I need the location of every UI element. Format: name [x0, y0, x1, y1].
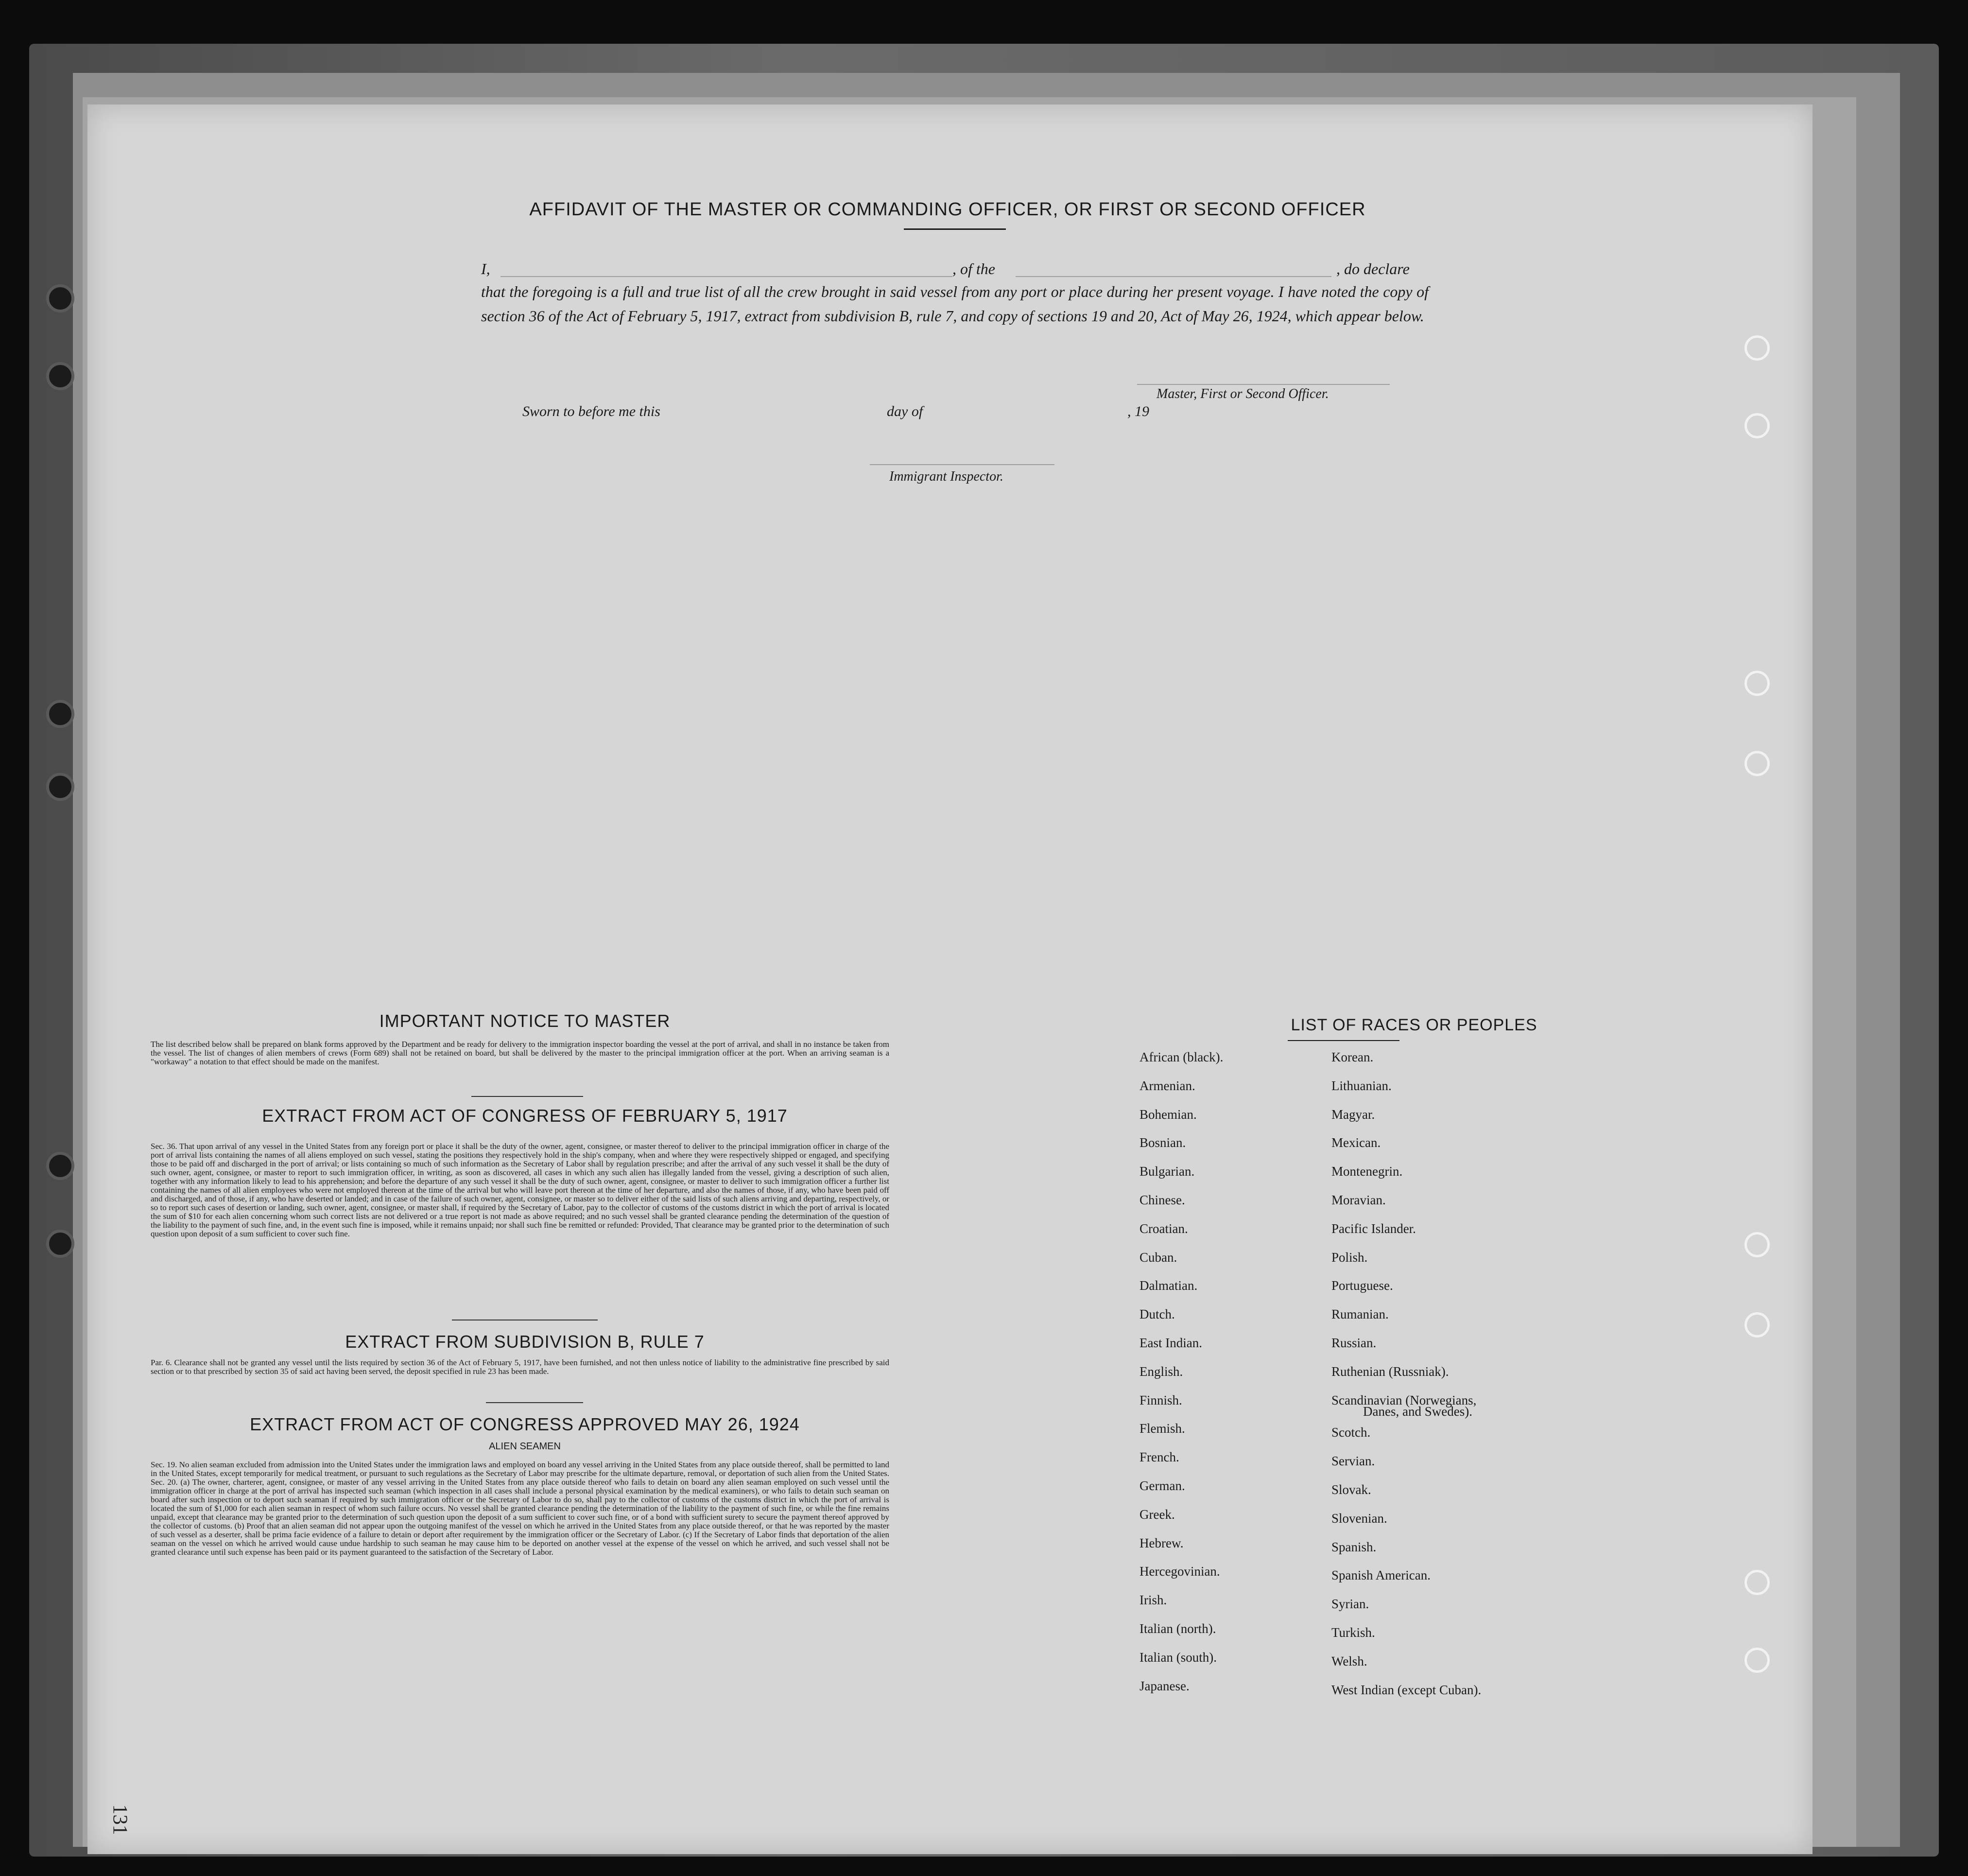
race-item: Slovenian.: [1331, 1511, 1387, 1526]
name-blank-line: [501, 276, 952, 277]
punch-hole-icon: [46, 362, 74, 390]
vessel-blank-line: [1016, 276, 1331, 277]
race-item: Ruthenian (Russniak).: [1331, 1364, 1449, 1379]
race-item: Turkish.: [1331, 1625, 1375, 1640]
ring-reinforcement-icon: [1744, 1648, 1770, 1673]
race-item: Lithuanian.: [1331, 1078, 1392, 1093]
title-underline: [904, 228, 1006, 230]
ring-reinforcement-icon: [1744, 413, 1770, 438]
race-item: French.: [1139, 1450, 1179, 1465]
race-item: Moravian.: [1331, 1193, 1386, 1207]
extract-1924-text: Sec. 19. No alien seaman excluded from admission into the United States under the immigration laws and employed on board any vessel arriving in the United States from any place outside thereof, shall be permitted to land in the United States, except temporarily for medical treatment, or pursuant to such regulations as the Secretary of Labor may prescribe for the ultimate departure, removal, or deportation of such alien from the United States. Sec. 20. (a) The owner, charterer, agent, consignee, or master of any vessel arriving in the United States from any place outside thereof who fails to detain on board any alien seaman employed on such vessel until the immigration officer in charge at the port of arrival has inspected such seaman (which inspection in all cases shall include a personal physical examination by the medical examiners), or who fails to detain such seaman on board after such inspection or to deport such seaman if required by such immigration officer or the Secretary of Labor to do so, shall pay to the collector of customs of the customs district in which the port of arrival is located the sum of $1,000 for each alien seaman in respect of whom such failure occurs. No vessel shall be granted clearance pending the determination of the liability to the payment of such fine, or while the fine remains unpaid, except that clearance may be granted prior to the determination of such question upon the deposit of a sum sufficient to cover such fine, or of a bond with sufficient surety to secure the payment thereof approved by the collector of customs. (b) Proof that an alien seaman did not appear upon the outgoing manifest of the vessel on which he arrived in the United States from any place outside thereof, or that he was reported by the master of such vessel as a deserter, shall be prima facie evidence of a failure to detain or deport after requirement by the immigration officer or the Secretary of Labor. (c) If the Secretary of Labor finds that deportation of the alien seaman on the vessel on which he arrived would cause undue hardship to such seaman he may cause him to be deported on another vessel at the expense of the vessel on which he arrived, and such vessel shall not be granted clearance until such expense has been paid or its payment guaranteed to the satisfaction of the Secretary of Labor.: [151, 1460, 889, 1557]
race-item: Polish.: [1331, 1250, 1368, 1265]
ring-reinforcement-icon: [1744, 1570, 1770, 1595]
affidavit-body: that the foregoing is a full and true list of all the crew brought in said vessel from any port or place during her present voyage. I have noted the copy of section 36 of the Act of February 5, 1917, extract from subdivision B, rule 7, and copy of sections 19 and 20, Act of May 26, 1924, which appear below.: [481, 283, 1429, 325]
race-item: Finnish.: [1139, 1392, 1182, 1407]
race-item: Greek.: [1139, 1507, 1175, 1522]
race-item: East Indian.: [1139, 1336, 1202, 1350]
race-item: Hercegovinian.: [1139, 1564, 1220, 1579]
race-item: German.: [1139, 1478, 1185, 1493]
race-item: Magyar.: [1331, 1107, 1375, 1122]
affidavit-title: AFFIDAVIT OF THE MASTER OR COMMANDING OFFICER, OR FIRST OR SECOND OFFICER: [529, 199, 1366, 220]
race-item: Montenegrin.: [1331, 1164, 1403, 1179]
ring-reinforcement-icon: [1744, 751, 1770, 776]
inspector-line: [870, 464, 1054, 465]
punch-hole-icon: [46, 1230, 74, 1258]
day-of-label: day of: [887, 403, 923, 419]
race-item: Hebrew.: [1139, 1535, 1184, 1550]
race-item: Portuguese.: [1331, 1278, 1393, 1293]
signature-line: [1137, 384, 1390, 385]
affidavit-of-the: , of the: [952, 260, 995, 278]
race-item: English.: [1139, 1364, 1183, 1379]
extract-1924-title: EXTRACT FROM ACT OF CONGRESS APPROVED MAY 26, 1924: [250, 1414, 800, 1434]
inspector-label: Immigrant Inspector.: [889, 469, 1003, 484]
race-item: Rumanian.: [1331, 1307, 1389, 1322]
document-page: [87, 104, 1813, 1854]
race-item: West Indian (except Cuban).: [1331, 1682, 1482, 1697]
race-item: Italian (north).: [1139, 1621, 1216, 1636]
race-item: African (black).: [1139, 1050, 1224, 1064]
race-item: Welsh.: [1331, 1653, 1367, 1668]
sworn-label: Sworn to before me this: [522, 403, 660, 419]
race-item: Japanese.: [1139, 1678, 1190, 1693]
race-item: Bohemian.: [1139, 1107, 1197, 1122]
race-item: Dutch.: [1139, 1307, 1175, 1322]
race-item: Mexican.: [1331, 1135, 1381, 1150]
divider: [471, 1096, 583, 1097]
races-title: LIST OF RACES OR PEOPLES: [1291, 1016, 1537, 1034]
race-item: Dalmatian.: [1139, 1278, 1198, 1293]
ring-reinforcement-icon: [1744, 671, 1770, 696]
notice-title: IMPORTANT NOTICE TO MASTER: [379, 1011, 671, 1031]
race-item: Slovak.: [1331, 1482, 1371, 1497]
race-item: Bosnian.: [1139, 1135, 1186, 1150]
divider: [486, 1402, 583, 1403]
extract-1917-title: EXTRACT FROM ACT OF CONGRESS OF FEBRUARY 5, 1917: [262, 1106, 788, 1126]
race-item: Korean.: [1331, 1050, 1374, 1064]
ring-reinforcement-icon: [1744, 1312, 1770, 1338]
race-item: Scandinavian (Norwegians,: [1331, 1392, 1477, 1407]
ring-reinforcement-icon: [1744, 335, 1770, 361]
race-item: Italian (south).: [1139, 1650, 1217, 1665]
extract-1924-subtitle: ALIEN SEAMEN: [489, 1441, 561, 1452]
affidavit-i: I,: [481, 260, 490, 278]
extract-1917-text: Sec. 36. That upon arrival of any vessel in the United States from any foreign port or place it shall be the duty of the owner, agent, consignee, or master thereof to deliver to the principal immigration officer in charge of the port of arrival lists containing the names of all aliens employed on such vessel, stating the positions they respectively hold in the ship's company, when and where they were respectively shipped or engaged, and specifying those to be paid off and discharged in the port of arrival; or lists containing so much of such information as the Secretary of Labor shall by regulation prescribe; and after the arrival of any such vessel it shall be the duty of such owner, agent, consignee, or master to report to such immigration officer, in writing, as soon as discovered, all cases in which any such alien has illegally landed from the vessel, giving a description of such alien, together with any information likely to lead to his apprehension; and before the departure of any such vessel it shall be the duty of such owner, agent, consignee, or master to deliver to such immigration officer a further list containing the names of all alien employees who were not employed thereon at the time of the arrival but who will leave port thereon at the time of her departure, and also the names of those, if any, who have been paid off and discharged, and of those, if any, who have deserted or landed; and in case of the failure of such owner, agent, consignee, or master so to deliver either of the said lists of such aliens arriving and departing, respectively, or so to report such cases of desertion or landing, such owner, agent, consignee, or master shall, if required by the Secretary of Labor, pay to the collector of customs of the customs district in which the port of arrival is located the sum of $10 for each alien concerning whom such correct lists are not delivered or a true report is not made as above required; and no such vessel shall be granted clearance pending the determination of the question of the liability to the payment of such fine, and, in the event such fine is imposed, while it remains unpaid; nor shall such fine be remitted or refunded: Provided, That clearance may be granted prior to the determination of such question upon deposit of a sum sufficient to cover such fine.: [151, 1142, 889, 1238]
race-item: Flemish.: [1139, 1421, 1185, 1436]
race-item: Chinese.: [1139, 1193, 1185, 1207]
affidavit-do-declare: , do declare: [1336, 260, 1410, 278]
races-title-underline: [1288, 1040, 1399, 1041]
punch-hole-icon: [46, 284, 74, 313]
race-item: Russian.: [1331, 1336, 1377, 1350]
signature-label: Master, First or Second Officer.: [1157, 386, 1329, 401]
notice-text: The list described below shall be prepared on blank forms approved by the Department and be ready for delivery to the immigration inspector boarding the vessel at the port of arrival, and shall in no instance be taken from the vessel. The list of changes of alien members of crews (Form 689) shall not be retained on board, but shall be delivered by the master to the principal immigration officer at the port. When an arriving seaman is a "workaway" a notation to that effect should be made on the manifest.: [151, 1040, 889, 1066]
race-item: Pacific Islander.: [1331, 1221, 1416, 1236]
race-item: Cuban.: [1139, 1250, 1177, 1265]
extract-rule7-text: Par. 6. Clearance shall not be granted any vessel until the lists required by section 36 of the Act of February 5, 1917, have been furnished, and not then unless notice of liability to the administrative fine prescribed by said section or to that prescribed by section 35 of said act having been served, the deposit specified in rule 23 has been made.: [151, 1358, 889, 1376]
ring-reinforcement-icon: [1744, 1232, 1770, 1257]
race-item: Spanish.: [1331, 1539, 1377, 1554]
extract-rule7-title: EXTRACT FROM SUBDIVISION B, RULE 7: [345, 1332, 705, 1352]
year-label: , 19: [1127, 403, 1149, 419]
race-item: Scotch.: [1331, 1425, 1371, 1440]
race-item: Bulgarian.: [1139, 1164, 1195, 1179]
race-item: Croatian.: [1139, 1221, 1188, 1236]
race-item: Spanish American.: [1331, 1568, 1431, 1583]
race-item: Irish.: [1139, 1593, 1167, 1608]
race-item: Syrian.: [1331, 1597, 1369, 1612]
punch-hole-icon: [46, 700, 74, 728]
race-item: Servian.: [1331, 1454, 1375, 1469]
punch-hole-icon: [46, 1152, 74, 1180]
page-number: 131: [108, 1804, 131, 1835]
punch-hole-icon: [46, 773, 74, 801]
race-item: Danes, and Swedes).: [1363, 1404, 1472, 1419]
race-item: Armenian.: [1139, 1078, 1195, 1093]
